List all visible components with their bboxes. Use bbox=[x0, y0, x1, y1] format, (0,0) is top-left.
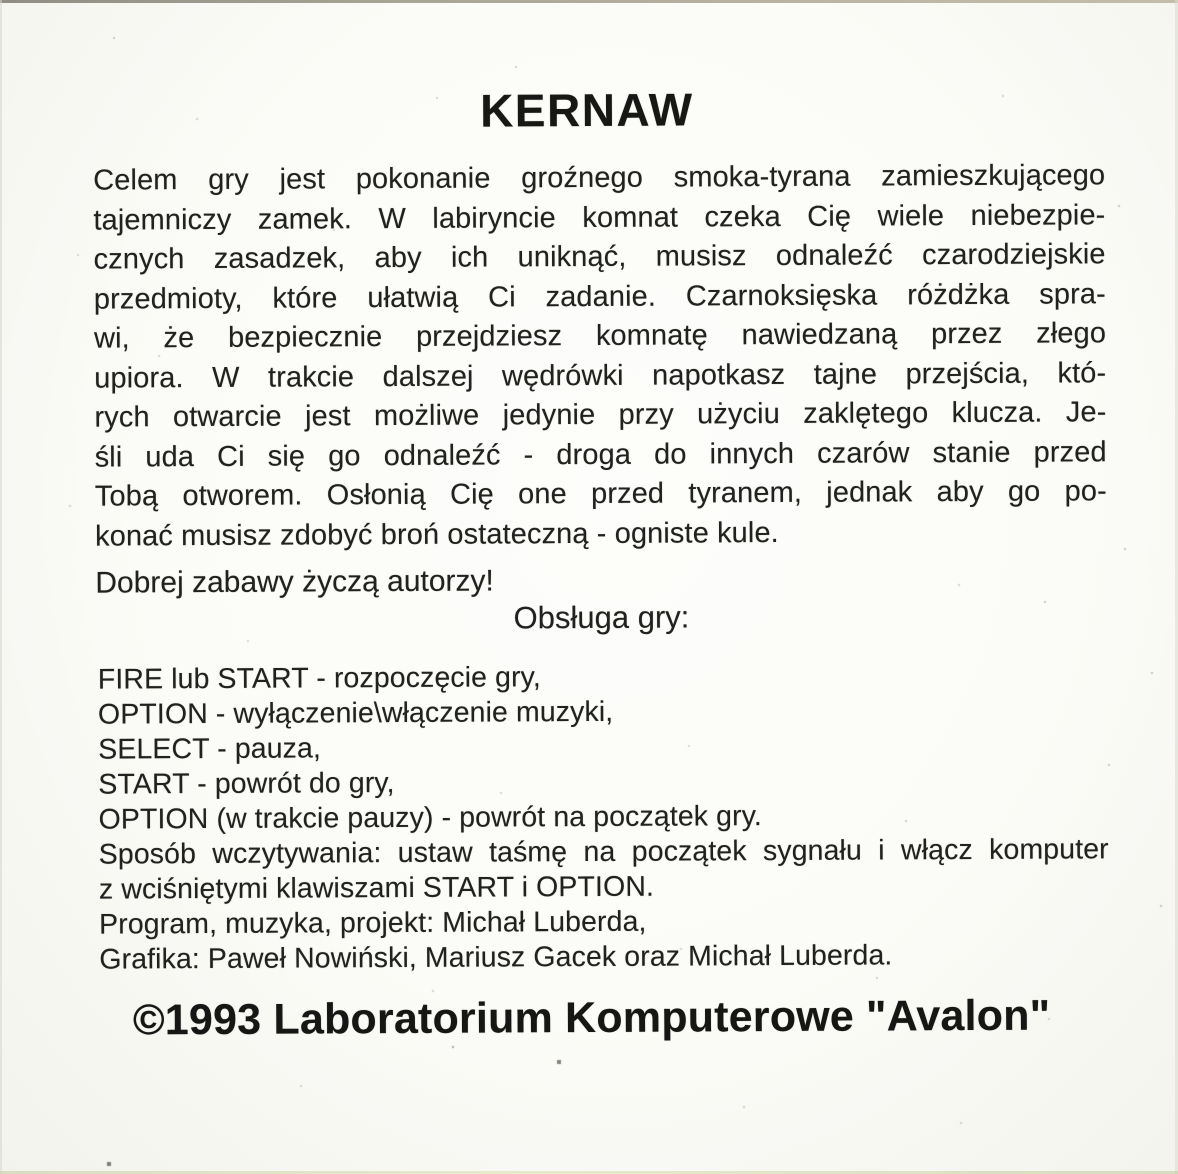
intro-line: cznych zasadzek, aby ich uniknąć, musisz odnaleźć czarodziejskie bbox=[93, 238, 1106, 276]
intro-line: przedmioty, które ułatwią Ci zadanie. Czarnoksięska różdżka spra- bbox=[93, 277, 1106, 316]
intro-line: tajemniczy zamek. W labiryncie komnat czeka Cię wiele niebezpie- bbox=[93, 198, 1106, 237]
control-line: SELECT - pauza, bbox=[98, 732, 322, 766]
control-line: FIRE lub START - rozpoczęcie gry, bbox=[97, 661, 541, 696]
intro-line: konać musisz zdobyć broń ostateczną - ogniste kule. bbox=[94, 516, 779, 553]
control-line: OPTION - wyłączenie\włączenie muzyki, bbox=[97, 695, 614, 731]
controls-heading: Obsługa gry: bbox=[513, 599, 690, 636]
loading-line: z wciśniętymi klawiszami START i OPTION. bbox=[98, 870, 655, 906]
game-title: KERNAW bbox=[479, 83, 694, 137]
intro-line: upiora. W trakcie dalszej wędrówki napotkasz tajne przejścia, któ- bbox=[94, 356, 1107, 395]
intro-line: śli uda Ci się go odnaleźć - droga do innych czarów stanie przed bbox=[94, 435, 1107, 474]
instructions-block bbox=[98, 657, 1110, 977]
intro-line: Celem gry jest pokonanie groźnego smoka-tyrana zamieszkującego bbox=[93, 159, 1106, 197]
control-line: OPTION (w trakcie pauzy) - powrót na początek gry. bbox=[98, 800, 762, 836]
credits-line: Grafika: Paweł Nowiński, Mariusz Gacek oraz Michał Luberda. bbox=[99, 939, 893, 976]
intro-paragraph bbox=[93, 156, 1107, 556]
authors-wish-line: Dobrej zabawy życzą autorzy! bbox=[95, 564, 494, 600]
control-line: START - powrót do gry, bbox=[98, 767, 395, 801]
intro-line: wi, że bezpiecznie przejdziesz komnatę nawiedzaną przez złego bbox=[93, 317, 1107, 355]
loading-line: Sposób wczytywania: ustaw taśmę na początek sygnału i włącz komputer bbox=[98, 833, 1109, 871]
intro-line: rych otwarcie jest możliwe jedynie przy użyciu zaklętego klucza. Je- bbox=[94, 396, 1107, 434]
intro-line: Tobą otworem. Osłonią Cię one przed tyranem, jednak aby go po- bbox=[94, 475, 1107, 513]
credits-line: Program, muzyka, projekt: Michał Luberda, bbox=[99, 905, 647, 941]
copyright-line: ©1993 Laboratorium Komputerowe "Avalon" bbox=[132, 991, 1051, 1045]
